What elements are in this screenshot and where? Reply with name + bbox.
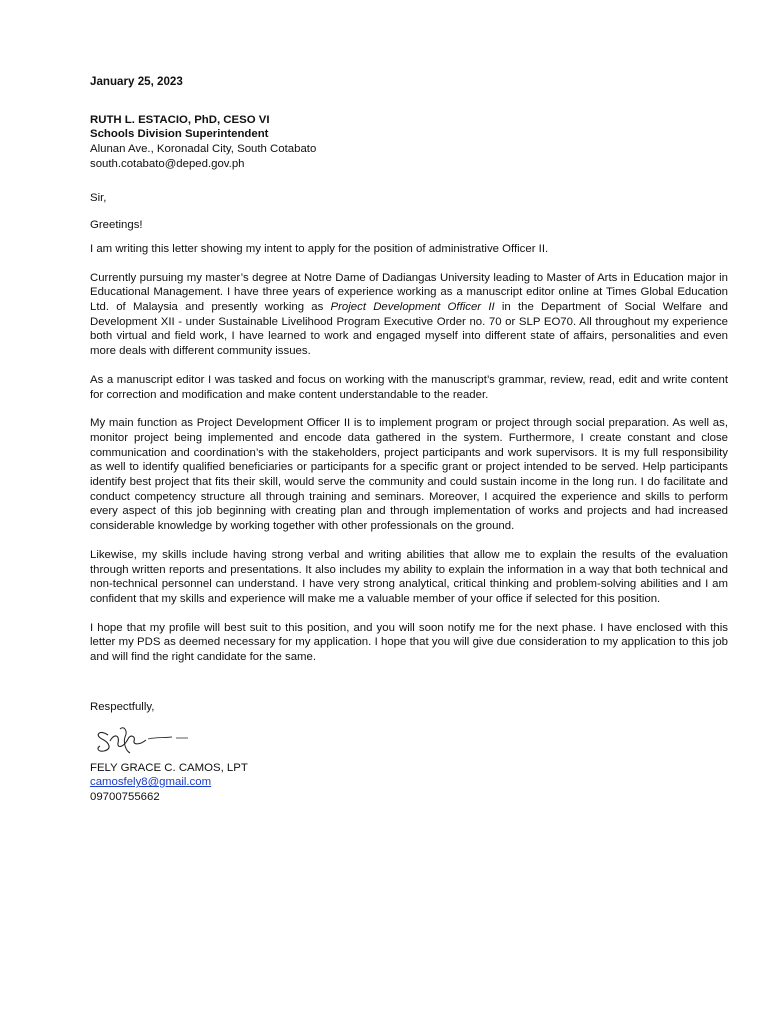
handwritten-signature <box>90 721 208 757</box>
recipient-email: south.cotabato@deped.gov.ph <box>90 157 245 170</box>
sender-email-link[interactable]: camosfely8@gmail.com <box>90 776 212 789</box>
experience-text-a: Currently pursuing my master’s degree at Notre Dame of Dadiangas University leading to Master of Arts in Education major in Educational Management. I have three years of experience working as a manuscript editor online at Times Global Education Ltd. of Malaysia and presently working as <box>90 271 728 314</box>
skills-paragraph: Likewise, my skills include having strong verbal and writing abilities that allow me to explain the results of the evaluation through written reports and presentations. It also includes my ability to explain the information in a way that both technical and non-technical personnel can understand. I have very strong analytical, critical thinking and problem-solving abilities and I am confident that my skills and experience will make me a valuable member of your office if selected for this position. <box>90 548 728 605</box>
letter-date: January 25, 2023 <box>90 75 183 88</box>
experience-text-b: in the Department of Social Welfare and Development XII - under Sustainable Livelihood Program Executive Order no. 70 or SLP EO70. All throughout my experience both virtual and field work, I have learned to work and engaged myself into different state of affairs, personalities and even more deals with different community issues. <box>90 301 729 358</box>
sender-block <box>90 761 728 805</box>
intro-paragraph: I am writing this letter showing my intent to apply for the position of administrative Officer II. <box>90 242 549 255</box>
sender-phone: 09700755662 <box>90 790 160 803</box>
greeting: Greetings! <box>90 219 143 232</box>
recipient-block <box>90 113 728 172</box>
position-title-italic: Project Development Officer II <box>330 301 495 314</box>
experience-paragraph <box>90 271 728 359</box>
sender-name: FELY GRACE C. CAMOS, LPT <box>90 761 248 774</box>
letter-page <box>90 75 728 805</box>
recipient-name: RUTH L. ESTACIO, PhD, CESO VI <box>90 113 270 126</box>
closing-phrase: Respectfully, <box>90 700 155 713</box>
recipient-title: Schools Division Superintendent <box>90 128 269 141</box>
recipient-address: Alunan Ave., Koronadal City, South Cotabato <box>90 143 317 156</box>
closing-paragraph: I hope that my profile will best suit to this position, and you will soon notify me for the next phase. I have enclosed with this letter my PDS as deemed necessary for my application. I hope that you will give due consideration to my application to this job and will find the right candidate for the same. <box>90 621 728 664</box>
editor-paragraph: As a manuscript editor I was tasked and focus on working with the manuscript’s grammar, review, read, edit and write content for correction and modification and make content understandable to the reader. <box>90 373 728 401</box>
function-paragraph: My main function as Project Development Officer II is to implement program or project through social preparation. As well as, monitor project being implemented and encode data gathered in the system. Furthermore, I create constant and close communication and coordination’s with the stakeholders, project participants and work supervisors. It is my full responsibility as well to identify qualified beneficiaries or participants for a specific grant or project intended to be served. Help participants identify best project that fits their skill, would serve the community and could sustain income in the long run. I do facilitate and conduct competency structure all through training and seminars. Moreover, I acquired the experience and skills to perform every aspect of this job beginning with creating plan and through implementation of works and projects and had increased considerable knowledge by working together with other professionals on the ground. <box>90 417 728 533</box>
salutation: Sir, <box>90 191 107 204</box>
